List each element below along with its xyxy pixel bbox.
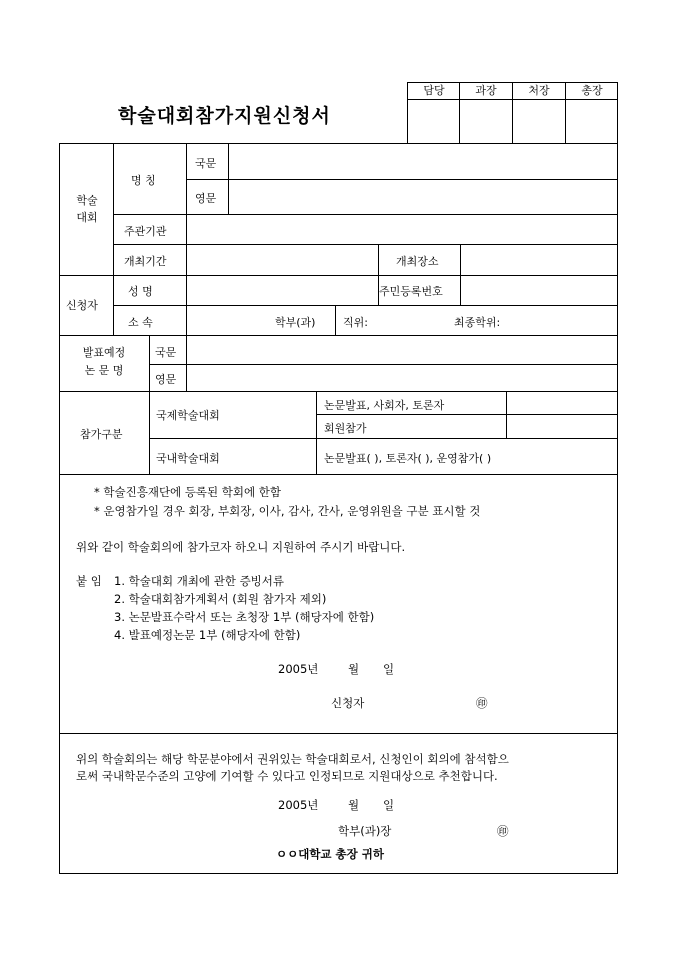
applicant-name-label: 성 명 <box>128 285 153 298</box>
section-label-line: 학술 <box>76 194 98 207</box>
grid-line <box>149 335 150 391</box>
approval-label: 과장 <box>475 84 497 97</box>
organizer-label: 주관기관 <box>124 225 167 238</box>
degree-label: 최종학위: <box>454 316 501 329</box>
grid-line <box>460 275 461 305</box>
participation-section-label: 참가구분 <box>80 428 123 441</box>
page-title: 학술대회참가지원신청서 <box>118 105 331 127</box>
grid-line <box>59 335 618 336</box>
domestic-label: 국내학술대회 <box>156 452 220 465</box>
grid-line <box>113 275 114 335</box>
international-label: 국제학술대회 <box>156 409 220 422</box>
grid-line <box>335 305 336 335</box>
international-role-1: 논문발표, 사회자, 토론자 <box>324 399 445 412</box>
conference-section-label <box>62 192 112 226</box>
approval-label: 처장 <box>528 84 550 97</box>
note: * 운영참가일 경우 회장, 부회장, 이사, 감사, 간사, 운영위원을 구분 표시할 것 <box>94 504 481 518</box>
grid-line <box>186 275 187 335</box>
grid-line <box>113 143 114 275</box>
grid-line <box>316 414 618 415</box>
note: * 학술진흥재단에 등록된 학회에 한함 <box>94 485 282 499</box>
affiliation-label: 소 속 <box>128 316 153 329</box>
date-day: 일 <box>383 662 395 676</box>
attachment-item: 3. 논문발표수락서 또는 초청장 1부 (해당자에 한함) <box>114 610 375 624</box>
grid-line <box>59 275 618 276</box>
domestic-roles: 논문발표( ), 토론자( ), 운영참가( ) <box>324 452 492 465</box>
form-border <box>59 143 60 874</box>
grid-line <box>186 143 187 214</box>
grid-line <box>186 335 187 391</box>
grid-line <box>316 391 317 474</box>
section-label-line: 논 문 명 <box>84 364 124 377</box>
conference-korean-label: 국문 <box>195 157 217 170</box>
section-label-line: 대회 <box>76 211 98 224</box>
attachment-item: 2. 학술대회참가계획서 (회원 참가자 제외) <box>114 592 327 606</box>
grid-line <box>186 214 187 275</box>
position-label: 직위: <box>343 316 368 329</box>
applicant-section-label: 신청자 <box>66 299 98 312</box>
request-text: 위와 같이 학술회의에 참가코자 하오니 지원하여 주시기 바랍니다. <box>76 540 406 554</box>
date-year: 2005년 <box>278 798 319 812</box>
grid-line <box>460 244 461 275</box>
period-label: 개최기간 <box>124 255 167 268</box>
attachment-item: 4. 발표예정논문 1부 (해당자에 한함) <box>114 628 301 642</box>
approval-label: 총장 <box>581 84 603 97</box>
grid-line <box>113 305 618 306</box>
form-border <box>59 873 618 874</box>
resident-id-label: 주민등록번호 <box>379 285 443 298</box>
applicant-signer: 신청자 <box>331 696 365 710</box>
grid-line <box>149 391 150 474</box>
approval-label: 담당 <box>423 84 445 97</box>
form-border <box>59 143 618 144</box>
form-border <box>617 143 618 874</box>
dept-head-signer: 학부(과)장 <box>338 824 392 838</box>
paper-korean-label: 국문 <box>155 346 177 359</box>
grid-line <box>149 364 618 365</box>
date-year: 2005년 <box>278 662 319 676</box>
grid-line <box>59 391 618 392</box>
conference-english-label: 영문 <box>195 192 217 205</box>
grid-line <box>59 733 618 734</box>
attachments-label: 붙 임 <box>76 574 102 588</box>
date-month: 월 <box>348 662 360 676</box>
venue-label: 개최장소 <box>396 255 439 268</box>
recommend-text: 위의 학술회의는 해당 학문분야에서 권위있는 학술대회로서, 신청인이 회의에 참석함으 <box>76 752 509 766</box>
grid-line <box>228 143 229 214</box>
seal-mark: ㊞ <box>476 696 488 710</box>
recommend-text: 로써 국내학문수준의 고양에 기여할 수 있다고 인정되므로 지원대상으로 추천합니다. <box>76 769 498 783</box>
paper-english-label: 영문 <box>155 373 177 386</box>
grid-line <box>113 244 618 245</box>
grid-line <box>59 474 618 475</box>
paper-section-label <box>70 344 138 380</box>
date-day: 일 <box>383 798 395 812</box>
date-month: 월 <box>348 798 360 812</box>
conference-name-label: 명 칭 <box>131 174 156 187</box>
section-label-line: 발표예정 <box>82 346 126 359</box>
grid-line <box>149 438 618 439</box>
grid-line <box>506 391 507 438</box>
seal-mark: ㊞ <box>497 824 509 838</box>
grid-line <box>378 244 379 275</box>
dept-label: 학부(과) <box>275 316 316 329</box>
grid-line <box>186 179 618 180</box>
addressee: ㅇㅇ대학교 총장 귀하 <box>276 847 384 861</box>
grid-line <box>113 214 618 215</box>
international-role-2: 회원참가 <box>324 422 367 435</box>
attachment-item: 1. 학술대회 개최에 관한 증빙서류 <box>114 574 285 588</box>
